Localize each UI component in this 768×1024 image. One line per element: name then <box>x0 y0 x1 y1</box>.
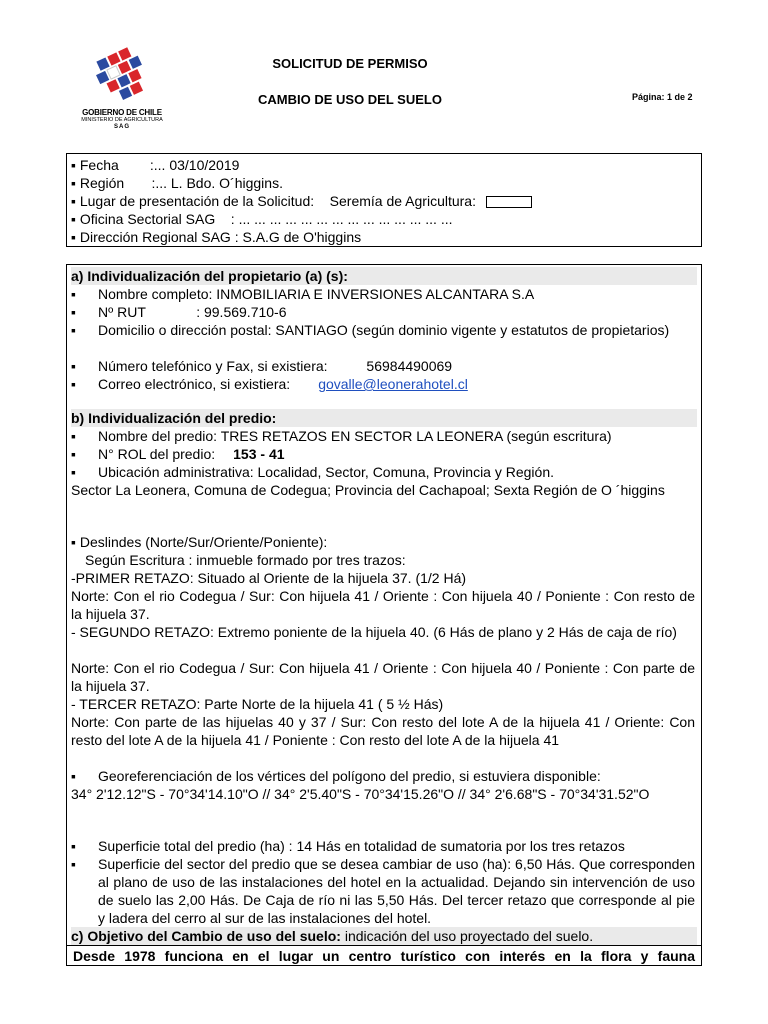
section-a-heading: a) Individualización del propietario (a) (s): <box>71 267 697 285</box>
rol-label: N° ROL del predio: <box>98 446 216 462</box>
georeferencia: Georeferenciación de los vértices del polígono del predio, si estuviera disponible: <box>98 768 601 784</box>
lugar-line <box>71 192 532 210</box>
nombre-predio: Nombre del predio: TRES RETAZOS EN SECTOR LA LEONERA (según escritura) <box>98 428 612 444</box>
lugar-text: ▪ Lugar de presentación de la Solicitud: Seremía de Agricultura: <box>71 193 476 209</box>
ubicacion: Ubicación administrativa: Localidad, Sector, Comuna, Provincia y Región. <box>98 464 555 480</box>
rut: Nº RUT : 99.569.710-6 <box>98 304 287 320</box>
section-c-subtitle: indicación del uso proyectado del suelo. <box>340 928 594 944</box>
nombre-completo: Nombre completo: INMOBILIARIA E INVERSIONES ALCANTARA S.A <box>98 286 535 302</box>
bullet-icon: ▪ <box>71 768 76 784</box>
section-b-heading: b) Individualización del predio: <box>71 409 697 427</box>
coordinates: 34° 2'12.12"S - 70°34'14.10"O // 34° 2'5.40"S - 70°34'15.26"O // 34° 2'6.68"S - 70°34'31.52"O <box>71 786 650 802</box>
bullet-icon: ▪ <box>71 358 76 374</box>
checkbox-field[interactable] <box>486 196 532 208</box>
bullet-icon: ▪ <box>71 464 76 480</box>
domicilio: Domicilio o dirección postal: SANTIAGO (según dominio vigente y estatutos de propietarios) <box>98 322 670 338</box>
fecha-line: ▪ Fecha :... 03/10/2019 <box>71 157 240 173</box>
document-subtitle: CAMBIO DE USO DEL SUELO <box>258 92 442 107</box>
segundo-retazo: - SEGUNDO RETAZO: Extremo poniente de la hijuela 40. (6 Hás de plano y 2 Hás de caja de río) <box>71 624 677 640</box>
direccion-line: ▪ Dirección Regional SAG : S.A.G de O'higgins <box>71 229 362 245</box>
section-c-title: c) Objetivo del Cambio de uso del suelo: <box>71 928 341 944</box>
bullet-icon: ▪ <box>71 322 76 338</box>
bullet-icon: ▪ <box>71 304 76 320</box>
rol-line <box>98 445 695 463</box>
bullet-icon: ▪ <box>71 838 76 854</box>
bullet-icon: ▪ <box>71 428 76 444</box>
bullet-icon: ▪ <box>71 286 76 302</box>
superficie-sector: Superficie del sector del predio que se desea cambiar de uso (ha): 6,50 Hás. Que corresponden al plano de uso de las instalaciones del hotel en la actualidad. Dejando sin intervención de uso de suelo las 2,00 Hás. De Caja de río ni las 5,50 Hás. Del tercer retazo que corresponde al pie y ladera del cerro al sur de las instalaciones del hotel. <box>98 856 695 926</box>
bullet-icon: ▪ <box>71 376 76 392</box>
primer-retazo: -PRIMER RETAZO: Situado al Oriente de la hijuela 37. (1/2 Há) <box>71 570 467 586</box>
logo-line-2: MINISTERIO DE AGRICULTURA <box>81 117 163 123</box>
rol-value: 153 - 41 <box>233 446 285 462</box>
logo-line-1: GOBIERNO DE CHILE <box>82 108 162 117</box>
email-link[interactable]: govalle@leonerahotel.cl <box>318 376 468 392</box>
superficie-total: Superficie total del predio (ha) : 14 Hás en totalidad de sumatoria por los tres retazos <box>98 838 625 854</box>
segun-escritura: Según Escritura : inmueble formado por tres trazos: <box>85 552 406 568</box>
norte-tercer: Norte: Con parte de las hijuelas 40 y 37 / Sur: Con resto del lote A de la hijuela 41 / Oriente: Con resto del lote A de la hijuela 41 / Poniente : Con resto del lote A de la hijuela 41 <box>71 714 695 748</box>
sector-text: Sector La Leonera, Comuna de Codegua; Provincia del Cachapoal; Sexta Región de O ´higgins <box>71 482 665 498</box>
logo-line-3: SAG <box>113 124 130 130</box>
sag-logo <box>64 40 180 136</box>
oficina-line: ▪ Oficina Sectorial SAG : ... ... ... ... ... ... ... ... ... ... ... ... ... ... <box>71 211 453 227</box>
correo-line <box>98 375 695 393</box>
bullet-icon: ▪ <box>71 856 76 872</box>
tercer-retazo: - TERCER RETAZO: Parte Norte de la hijuela 41 ( 5 ½ Hás) <box>71 696 444 712</box>
page-number: Página: 1 de 2 <box>632 92 693 102</box>
deslindes: ▪ Deslindes (Norte/Sur/Oriente/Poniente): <box>71 534 328 550</box>
main-form-box <box>66 264 702 966</box>
info-box <box>66 153 702 247</box>
document-title: SOLICITUD DE PERMISO <box>272 56 428 71</box>
section-c-heading <box>71 927 697 945</box>
norte-segundo: Norte: Con el rio Codegua / Sur: Con hijuela 41 / Oriente : Con hijuela 40 / Poniente : Con parte de la hijuela 37. <box>71 660 695 694</box>
telefono: Número telefónico y Fax, si existiera: 56984490069 <box>98 358 453 374</box>
section-c-text: Desde 1978 funciona en el lugar un centro turístico con interés en la flora y fauna <box>67 945 701 966</box>
bullet-icon: ▪ <box>71 446 76 462</box>
norte-primer: Norte: Con el rio Codegua / Sur: Con hijuela 41 / Oriente : Con hijuela 40 / Poniente : Con resto de la hijuela 37. <box>71 588 695 622</box>
region-line: ▪ Región :... L. Bdo. O´higgins. <box>71 175 283 191</box>
correo-label: Correo electrónico, si existiera: <box>98 376 291 392</box>
